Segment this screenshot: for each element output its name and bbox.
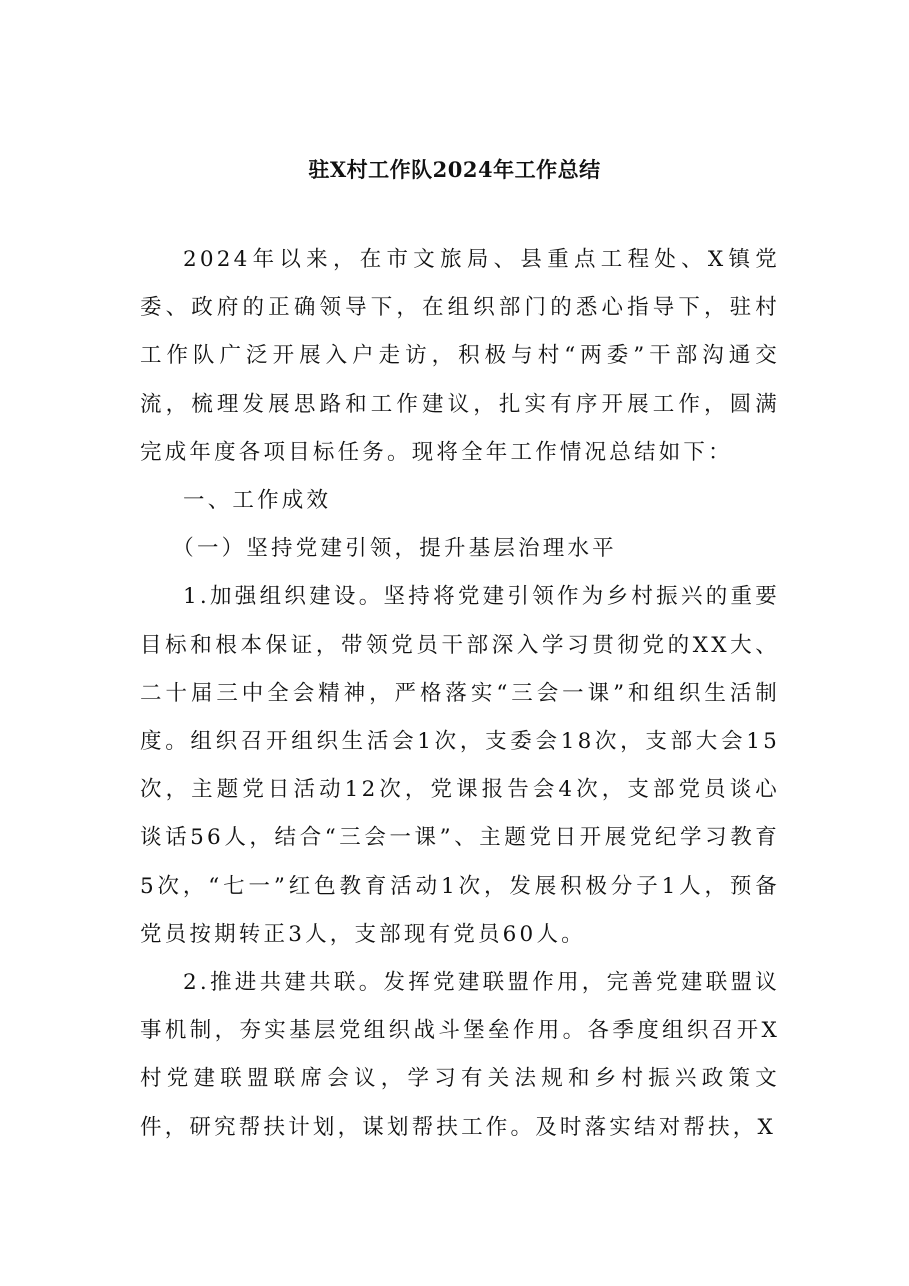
document-body bbox=[140, 236, 780, 1152]
section-heading-1: 一、工作成效 bbox=[183, 488, 332, 514]
document-title: 驻X村工作队2024年工作总结 bbox=[308, 157, 601, 182]
paragraph-joint-building: 2.推进共建共联。发挥党建联盟作用，完善党建联盟议事机制，夯实基层党组织战斗堡垒作用。各季度组织召开X村党建联盟联席会议，学习有关法规和乡村振兴政策文件，研究帮扶计划，谋划帮扶工作。及时落实结对帮扶，X bbox=[140, 970, 780, 1140]
intro-paragraph: 2024年以来，在市文旅局、县重点工程处、X镇党委、政府的正确领导下，在组织部门的悉心指导下，驻村工作队广泛开展入户走访，积极与村“两委”干部沟通交流，梳理发展思路和工作建议，扎实有序开展工作，圆满完成年度各项目标任务。现将全年工作情况总结如下： bbox=[140, 247, 780, 465]
subsection-heading-1: （一）坚持党建引领，提升基层治理水平 bbox=[172, 536, 617, 562]
paragraph-organization-building: 1.加强组织建设。坚持将党建引领作为乡村振兴的重要目标和根本保证，带领党员干部深入学习贯彻党的XX大、二十届三中全会精神，严格落实“三会一课”和组织生活制度。组织召开组织生活会1次，支委会18次，支部大会15次，主题党日活动12次，党课报告会4次，支部党员谈心谈话56人，结合“三会一课”、主题党日开展党纪学习教育5次，“七一”红色教育活动1次，发展积极分子1人，预备党员按期转正3人，支部现有党员60人。 bbox=[140, 584, 780, 947]
